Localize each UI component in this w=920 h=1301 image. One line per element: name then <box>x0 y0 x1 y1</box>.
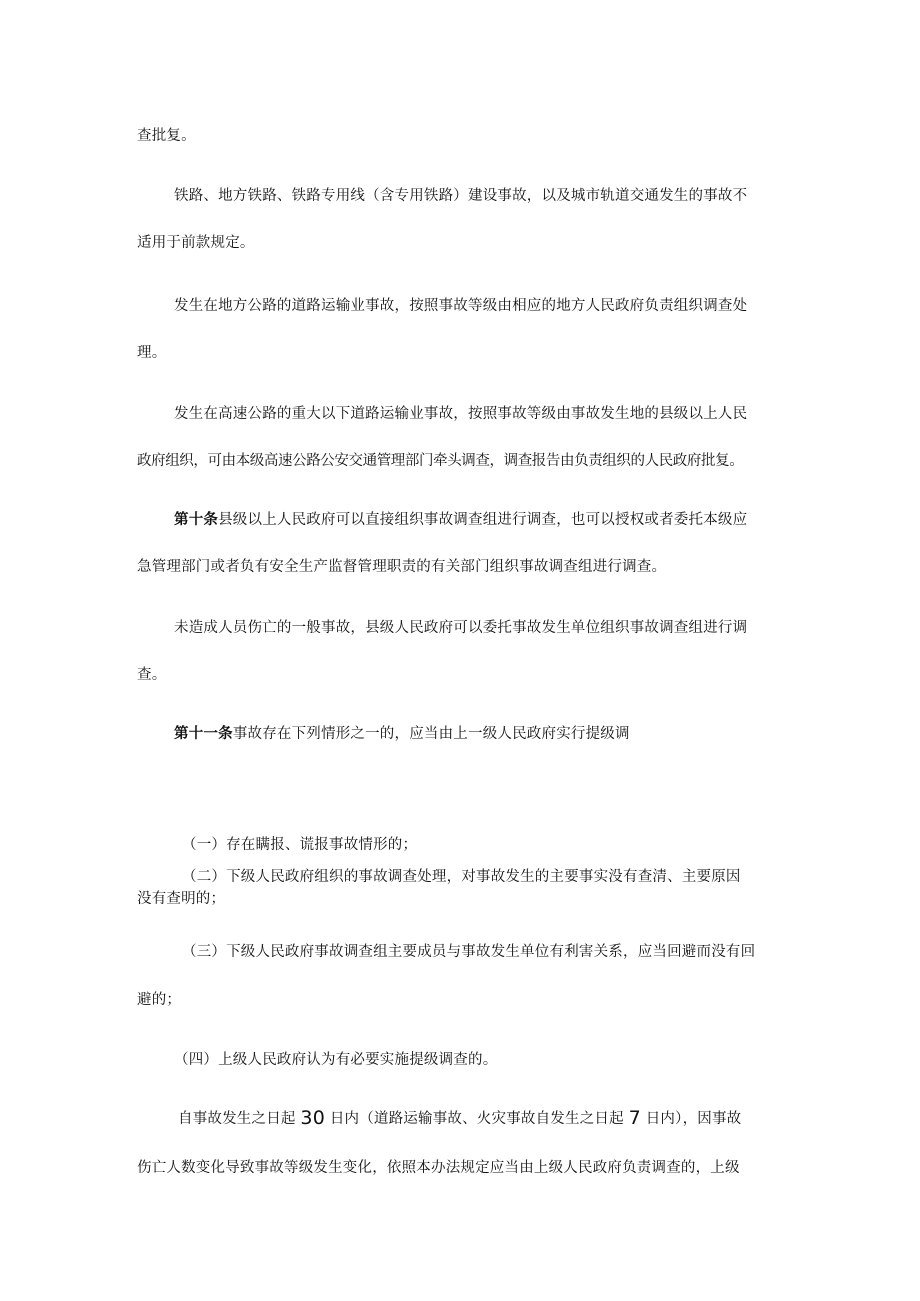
text-segment: 日内（道路运输事故、火灾事故自发生之日起 <box>329 1111 624 1127</box>
text-line: 理。 <box>137 345 167 361</box>
text-line: 政府组织，可由本级高速公路公安交通管理部门牵头调查，调查报告由负责组织的人民政府批复。 <box>137 453 744 469</box>
number-7: 7 <box>628 1107 641 1129</box>
list-item: （三）下级人民政府事故调查组主要成员与事故发生单位有利害关系，应当回避而没有回 <box>182 944 756 960</box>
article-11-text: 事故存在下列情形之一的，应当由上一级人民政府实行提级调 <box>232 726 630 742</box>
list-item: （四）上级人民政府认为有必要实施提级调查的。 <box>174 1052 498 1068</box>
text-line: 急管理部门或者负有安全生产监督管理职责的有关部门组织事故调查组进行调查。 <box>137 559 667 575</box>
text-line: 查批复。 <box>137 128 196 144</box>
text-line: 伤亡人数变化导致事故等级发生变化，依照本办法规定应当由上级人民政府负责调查的，上级 <box>137 1160 740 1176</box>
text-segment: 日内），因事故 <box>645 1111 742 1127</box>
text-line: 没有查明的； <box>137 891 226 907</box>
article-11-heading: 第十一条 <box>174 726 233 742</box>
number-30: 30 <box>300 1107 325 1129</box>
list-item: （一）存在瞒报、谎报事故情形的； <box>182 837 418 853</box>
text-line: 未造成人员伤亡的一般事故，县级人民政府可以委托事故发生单位组织事故调查组进行调 <box>174 620 748 636</box>
text-line: 铁路、地方铁路、铁路专用线（含专用铁路）建设事故，以及城市轨道交通发生的事故不 <box>174 188 748 204</box>
text-line: 避的； <box>137 992 182 1008</box>
article-11-line <box>174 724 630 744</box>
list-item: （二）下级人民政府组织的事故调查处理，对事故发生的主要事实没有查清、主要原因 <box>182 869 741 885</box>
article-10-line <box>174 510 747 530</box>
text-line: 发生在高速公路的重大以下道路运输业事故，按照事故等级由事故发生地的县级以上人民 <box>174 406 748 422</box>
text-line: 查。 <box>137 667 167 683</box>
article-10-heading: 第十条 <box>174 512 219 528</box>
article-10-text: 县级以上人民政府可以直接组织事故调查组进行调查，也可以授权或者委托本级应 <box>218 512 748 528</box>
text-line-with-numbers <box>178 1108 741 1129</box>
text-line: 适用于前款规定。 <box>137 235 255 251</box>
text-segment: 自事故发生之日起 <box>178 1111 296 1127</box>
text-line: 发生在地方公路的道路运输业事故，按照事故等级由相应的地方人民政府负责组织调查处 <box>174 298 748 314</box>
